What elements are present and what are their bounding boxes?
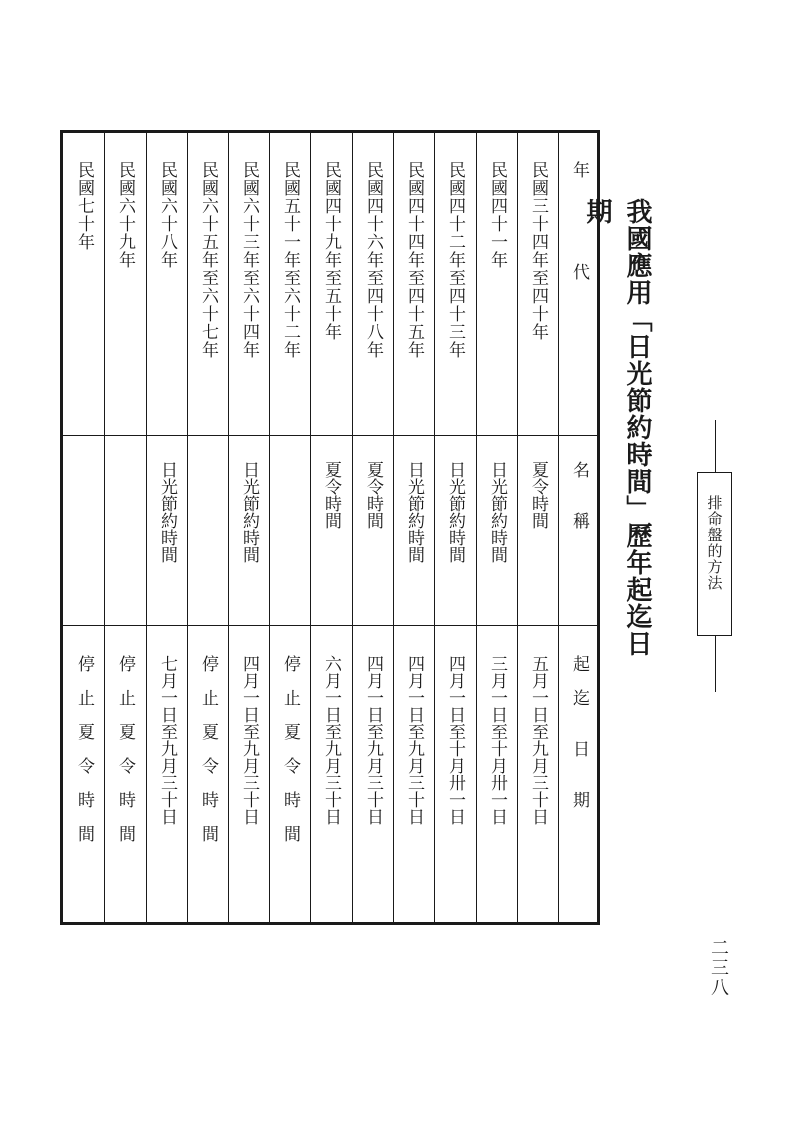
table-row bbox=[434, 133, 475, 922]
table-row bbox=[63, 133, 104, 922]
row-date: 五月一日至九月三十日 bbox=[528, 655, 548, 825]
row-date: 四月一日至九月三十日 bbox=[239, 655, 259, 825]
row-name bbox=[63, 461, 104, 631]
page-title: 我國應用「日光節約時間」歷年起迄日期 bbox=[582, 198, 652, 657]
page-number: 二三八 bbox=[708, 938, 729, 998]
row-year: 民國四十四年至四十五年 bbox=[404, 161, 424, 359]
dst-history-table bbox=[60, 130, 600, 925]
side-tab-label: 排命盤的方法 bbox=[705, 495, 724, 591]
row-name: 夏令時間 bbox=[321, 461, 341, 529]
row-name: 日光節約時間 bbox=[157, 461, 177, 563]
row-name: 日光節約時間 bbox=[445, 461, 465, 563]
row-date: 四月一日至九月三十日 bbox=[363, 655, 383, 825]
row-year: 民國六十九年 bbox=[115, 161, 135, 269]
header-date: 起 迄 日 期 bbox=[569, 655, 589, 808]
header-name: 名 稱 bbox=[569, 461, 589, 529]
row-date: 停 止 夏 令 時 間 bbox=[198, 655, 218, 842]
table-row bbox=[352, 133, 393, 922]
row-date: 停 止 夏 令 時 間 bbox=[280, 655, 300, 842]
row-name: 日光節約時間 bbox=[239, 461, 259, 563]
row-name bbox=[269, 461, 310, 631]
row-date: 四月一日至九月三十日 bbox=[404, 655, 424, 825]
row-year: 民國六十五年至六十七年 bbox=[198, 161, 218, 359]
row-date: 停 止 夏 令 時 間 bbox=[74, 655, 94, 842]
table-row bbox=[187, 133, 228, 922]
header-column bbox=[558, 133, 599, 922]
table-row bbox=[146, 133, 187, 922]
row-date: 停 止 夏 令 時 間 bbox=[115, 655, 135, 842]
row-year: 民國六十八年 bbox=[157, 161, 177, 269]
row-year: 民國五十一年至六十二年 bbox=[280, 161, 300, 359]
header-year: 年 代 bbox=[569, 161, 589, 280]
row-date: 三月一日至十月卅一日 bbox=[487, 655, 507, 825]
row-date: 六月一日至九月三十日 bbox=[321, 655, 341, 825]
table-row bbox=[517, 133, 558, 922]
table-row bbox=[104, 133, 145, 922]
row-name: 夏令時間 bbox=[528, 461, 548, 529]
row-name: 夏令時間 bbox=[363, 461, 383, 529]
row-year: 民國四十一年 bbox=[487, 161, 507, 269]
row-year: 民國七十年 bbox=[74, 161, 94, 251]
row-year: 民國三十四年至四十年 bbox=[528, 161, 548, 341]
table-row bbox=[228, 133, 269, 922]
row-year: 民國四十九年至五十年 bbox=[321, 161, 341, 341]
row-year: 民國六十三年至六十四年 bbox=[239, 161, 259, 359]
row-year: 民國四十二年至四十三年 bbox=[445, 161, 465, 359]
side-tab-line-top bbox=[715, 420, 716, 472]
side-tab bbox=[697, 472, 732, 636]
row-date: 四月一日至十月卅一日 bbox=[445, 655, 465, 825]
side-tab-line-bottom bbox=[715, 636, 716, 692]
row-year: 民國四十六年至四十八年 bbox=[363, 161, 383, 359]
table-row bbox=[269, 133, 310, 922]
row-name bbox=[104, 461, 145, 631]
table-row bbox=[476, 133, 517, 922]
row-name: 日光節約時間 bbox=[404, 461, 424, 563]
row-name bbox=[187, 461, 228, 631]
row-date: 七月一日至九月三十日 bbox=[157, 655, 177, 825]
table-row bbox=[393, 133, 434, 922]
table-row bbox=[310, 133, 351, 922]
row-name: 日光節約時間 bbox=[487, 461, 507, 563]
